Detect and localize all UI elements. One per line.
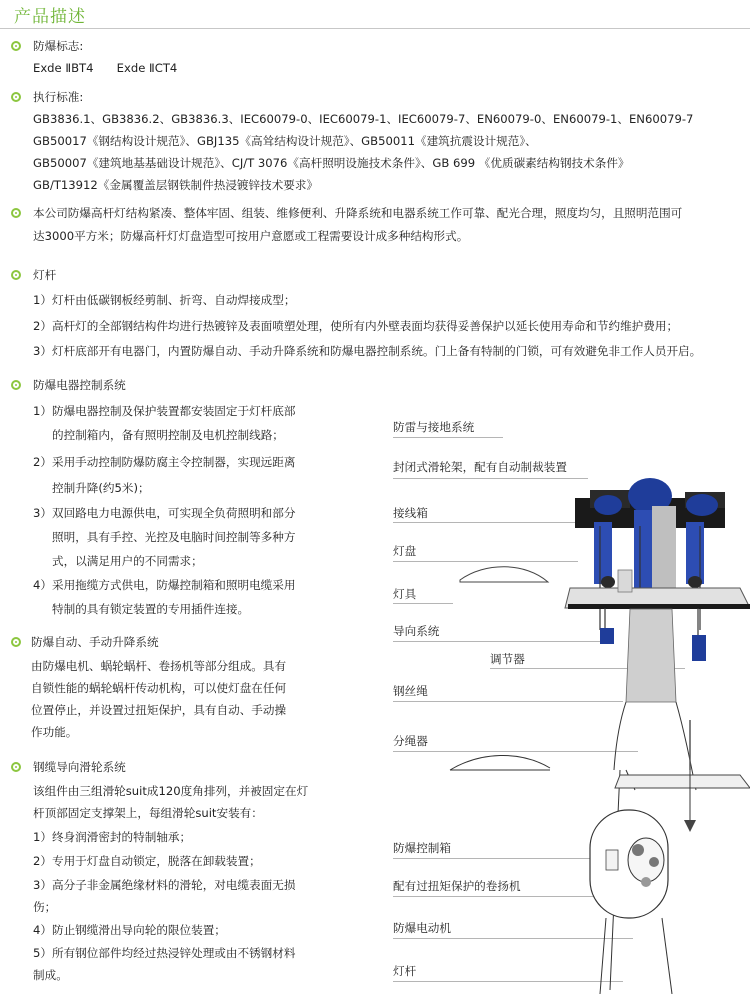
pole-line: 1）灯杆由低碳钢板经剪制、折弯、自动焊接成型； bbox=[33, 293, 296, 307]
label-lamp: 灯具 bbox=[393, 587, 417, 601]
pulley-line: 制成。 bbox=[33, 968, 68, 982]
pole-illustration bbox=[610, 609, 696, 990]
splitter-illustration bbox=[450, 755, 750, 832]
elec-line: 2）采用手动控制防爆防腐主令控制器，实现远距离 bbox=[33, 455, 296, 469]
pulley-line: 1）终身润滑密封的特制轴承； bbox=[33, 830, 192, 844]
elec-line: 照明，具有手控、光控及电脑时间控制等多种方 bbox=[52, 530, 296, 544]
elec-line: 3）双回路电力电源供电，可实现全负荷照明和部分 bbox=[33, 506, 296, 520]
standards-line: GB/T13912《金属覆盖层钢铁制件热浸镀锌技术要求》 bbox=[33, 178, 319, 192]
pole-line: 2）高杆灯的全部钢结构件均进行热镀锌及表面喷塑处理，使所有内外壁表面均获得妥善保护以延长使用寿命和节约维护费用； bbox=[33, 319, 679, 333]
standards-line: GB50007《建筑地基基础设计规范》、CJ/T 3076《高杆照明设施技术条件》、GB 699 《优质碳素结构钢技术条件》 bbox=[33, 156, 630, 170]
pulley-line: 4）防止钢缆滑出导向轮的限位装置； bbox=[33, 923, 226, 937]
high-mast-diagram bbox=[440, 470, 750, 994]
bullet-icon bbox=[11, 270, 21, 280]
elec-heading: 防爆电器控制系统 bbox=[33, 378, 126, 392]
pulley-line: 3）高分子非金属绝缘材料的滑轮，对电缆表面无损 bbox=[33, 878, 296, 892]
pulley-line: 2）专用于灯盘自动锁定，脱落在卸载装置； bbox=[33, 854, 261, 868]
pulley-line: 杆顶部固定支撑架上，每组滑轮suit安装有： bbox=[33, 806, 263, 820]
label-junction-box: 接线箱 bbox=[393, 506, 428, 520]
label-pole: 灯杆 bbox=[393, 964, 417, 978]
pulley-line: 伤； bbox=[33, 900, 57, 914]
bullet-icon bbox=[11, 380, 21, 390]
elec-line: 的控制箱内，备有照明控制及电机控制线路； bbox=[52, 428, 284, 442]
pulley-line: 该组件由三组滑轮suit成120度角排列，并被固定在灯 bbox=[33, 784, 309, 798]
elec-line: 控制升降(约5米)； bbox=[52, 481, 150, 495]
mark-value: Exde ⅡBT4 Exde ⅡCT4 bbox=[33, 61, 178, 75]
lift-line: 位置停止，并设置过扭矩保护，具有自动、手动操 bbox=[31, 703, 287, 717]
mark-heading: 防爆标志: bbox=[33, 39, 84, 53]
bullet-icon bbox=[11, 208, 21, 218]
label-motor: 防爆电动机 bbox=[393, 921, 451, 935]
bullet-icon bbox=[11, 41, 21, 51]
label-guide: 导向系统 bbox=[393, 624, 440, 638]
lift-line: 自锁性能的蜗轮蜗杆传动机构，可以使灯盘在任何 bbox=[31, 681, 287, 695]
page-title: 产品描述 bbox=[14, 7, 86, 27]
pole-heading: 灯杆 bbox=[33, 268, 57, 282]
pulley-line: 5）所有钢位部件均经过热浸锌处理或由不锈钢材料 bbox=[33, 946, 296, 960]
bullet-icon bbox=[11, 762, 21, 772]
label-wire-rope: 钢丝绳 bbox=[393, 684, 428, 698]
lift-line: 由防爆电机、蜗轮蜗杆、卷扬机等部分组成。具有 bbox=[31, 659, 287, 673]
label-lamp-panel: 灯盘 bbox=[393, 544, 417, 558]
bullet-icon bbox=[11, 92, 21, 102]
label-control-box: 防爆控制箱 bbox=[393, 841, 451, 855]
label-rule bbox=[393, 437, 503, 438]
elec-line: 式，以满足用户的不同需求； bbox=[52, 554, 203, 568]
title-divider bbox=[0, 28, 750, 29]
lamp-fixture-illustration bbox=[460, 567, 548, 582]
bullet-icon bbox=[11, 637, 21, 647]
label-adjuster: 调节器 bbox=[490, 652, 525, 666]
elec-line: 1）防爆电器控制及保护装置都安装固定于灯杆底部 bbox=[33, 404, 296, 418]
label-pulley-frame: 封闭式滑轮架，配有自动制裁装置 bbox=[393, 460, 567, 474]
elec-line: 4）采用拖缆方式供电，防爆控制箱和照明电缆采用 bbox=[33, 578, 296, 592]
control-box-illustration bbox=[590, 810, 668, 918]
label-winch: 配有过扭矩保护的卷扬机 bbox=[393, 879, 521, 893]
label-splitter: 分绳器 bbox=[393, 734, 428, 748]
lift-line: 作功能。 bbox=[31, 725, 78, 739]
standards-heading: 执行标准: bbox=[33, 90, 84, 104]
label-lightning: 防雷与接地系统 bbox=[393, 420, 475, 434]
standards-line: GB3836.1、GB3836.2、GB3836.3、IEC60079-0、IEC60079-1、IEC60079-7、EN60079-0、EN60079-1、EN60079-7 bbox=[33, 112, 694, 126]
elec-line: 特制的具有锁定装置的专用插件连接。 bbox=[52, 602, 250, 616]
intro-line: 本公司防爆高杆灯结构紧凑、整体牢固、组装、维修便利、升降系统和电器系统工作可靠、配光合理，照度均匀，且照明范围可 bbox=[33, 206, 683, 220]
pole-line: 3）灯杆底部开有电器门，内置防爆自动、手动升降系统和防爆电器控制系统。门上备有特制的门锁，可有效避免非工作人员开启。 bbox=[33, 344, 702, 358]
intro-line: 达3000平方米；防爆高杆灯灯盘造型可按用户意愿或工程需要设计成多种结构形式。 bbox=[33, 229, 469, 243]
standards-line: GB50017《钢结构设计规范》、GBJ135《高耸结构设计规范》、GB50011《建筑抗震设计规范》、 bbox=[33, 134, 537, 148]
lift-heading: 防爆自动、手动升降系统 bbox=[31, 635, 159, 649]
pulley-heading: 钢缆导向滑轮系统 bbox=[33, 760, 126, 774]
